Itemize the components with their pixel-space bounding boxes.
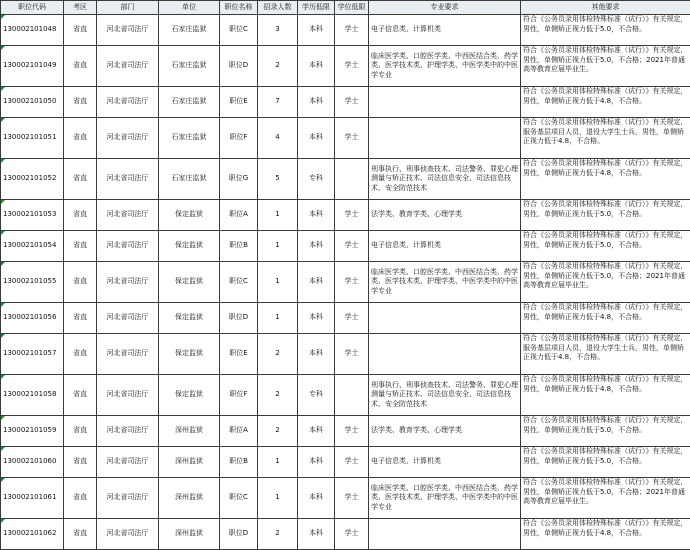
cell-major[interactable]: 刑事执行、刑事侦查技术、司法警务、罪犯心理测量与矫正技术、司法信息安全、司法信息技术、安全防范技术: [369, 159, 521, 200]
table-row: [1, 231, 690, 262]
cell-degree[interactable]: 学士: [335, 200, 369, 231]
cell-position[interactable]: 职位E: [220, 334, 258, 375]
cell-count[interactable]: 2: [258, 46, 298, 87]
cell-position[interactable]: 职位E: [220, 87, 258, 118]
cell-degree[interactable]: 学士: [335, 118, 369, 159]
cell-count[interactable]: 3: [258, 15, 298, 46]
cell-dept[interactable]: 河北省司法厅: [97, 478, 159, 519]
table-row: [1, 46, 690, 87]
cell-position[interactable]: 职位F: [220, 375, 258, 416]
cell-other-text: 符合《公务员录用体检特殊标准（试行）》有关规定，男性，单侧矫正视力低于5.0，不合格。: [523, 447, 688, 466]
cell-dept[interactable]: 河北省司法厅: [97, 118, 159, 159]
cell-edu[interactable]: 专科: [298, 159, 335, 200]
cell-major[interactable]: [369, 334, 521, 375]
cell-dept[interactable]: 河北省司法厅: [97, 200, 159, 231]
cell-count[interactable]: 1: [258, 303, 298, 334]
cell-region[interactable]: 省直: [64, 447, 97, 478]
cell-unit[interactable]: 保定监狱: [159, 262, 220, 303]
cell-other-text: 符合《公务员录用体检特殊标准（试行）》有关规定，服务基层项目人员，退役大学生士兵，男性，单侧矫正视力低于4.8，不合格。: [523, 118, 688, 147]
table-row: [1, 200, 690, 231]
cell-other[interactable]: [521, 15, 690, 46]
cell-major[interactable]: 法学类、教育学类、心理学类: [369, 200, 521, 231]
cell-major[interactable]: [369, 519, 521, 550]
cell-region[interactable]: 省直: [64, 519, 97, 550]
cell-count[interactable]: 2: [258, 375, 298, 416]
cell-major[interactable]: 法学类、教育学类、心理学类: [369, 416, 521, 447]
cell-edu[interactable]: 本科: [298, 519, 335, 550]
cell-dept[interactable]: 河北省司法厅: [97, 375, 159, 416]
cell-unit[interactable]: 深州监狱: [159, 447, 220, 478]
cell-unit[interactable]: 石家庄监狱: [159, 118, 220, 159]
cell-other[interactable]: [521, 478, 690, 519]
cell-count[interactable]: 1: [258, 231, 298, 262]
cell-id[interactable]: 130002101049: [1, 46, 64, 87]
cell-other-text: 符合《公务员录用体检特殊标准（试行）》有关规定，男性，单侧矫正视力低于5.0，不合格；2021年普通高等教育应届毕业生。: [523, 262, 688, 291]
cell-other[interactable]: [521, 159, 690, 200]
cell-count[interactable]: 1: [258, 447, 298, 478]
cell-other[interactable]: [521, 231, 690, 262]
header-unit[interactable]: 单位: [159, 1, 220, 15]
cell-id[interactable]: 130002101048: [1, 15, 64, 46]
header-position[interactable]: 职位名称: [220, 1, 258, 15]
cell-edu[interactable]: 本科: [298, 262, 335, 303]
cell-edu[interactable]: 本科: [298, 231, 335, 262]
cell-id[interactable]: 130002101051: [1, 118, 64, 159]
cell-region[interactable]: 省直: [64, 478, 97, 519]
cell-edu[interactable]: 本科: [298, 46, 335, 87]
cell-edu[interactable]: 本科: [298, 478, 335, 519]
cell-position[interactable]: 职位A: [220, 200, 258, 231]
table-row: [1, 375, 690, 416]
cell-count[interactable]: 2: [258, 416, 298, 447]
cell-major[interactable]: [369, 87, 521, 118]
header-dept[interactable]: 部门: [97, 1, 159, 15]
cell-degree[interactable]: 学士: [335, 262, 369, 303]
cell-dept[interactable]: 河北省司法厅: [97, 519, 159, 550]
cell-position[interactable]: 职位C: [220, 478, 258, 519]
cell-id[interactable]: 130002101054: [1, 231, 64, 262]
cell-region[interactable]: 省直: [64, 159, 97, 200]
cell-position[interactable]: 职位F: [220, 118, 258, 159]
cell-count[interactable]: 1: [258, 200, 298, 231]
cell-region[interactable]: 省直: [64, 200, 97, 231]
cell-position[interactable]: 职位D: [220, 46, 258, 87]
header-degree[interactable]: 学位低限: [335, 1, 369, 15]
cell-other-text: 符合《公务员录用体检特殊标准（试行）》有关规定，男性，单侧矫正视力低于4.8，不合格。: [523, 303, 688, 322]
cell-other-text: 符合《公务员录用体检特殊标准（试行）》有关规定，男性，单侧矫正视力低于4.8，不合格。: [523, 519, 688, 538]
table-row: [1, 87, 690, 118]
cell-dept[interactable]: 河北省司法厅: [97, 15, 159, 46]
cell-degree[interactable]: 学士: [335, 303, 369, 334]
cell-region[interactable]: 省直: [64, 303, 97, 334]
cell-position[interactable]: 职位C: [220, 262, 258, 303]
cell-other-text: 符合《公务员录用体检特殊标准（试行）》有关规定，男性，单侧矫正视力低于5.0，不合格。: [523, 15, 688, 34]
cell-edu[interactable]: 本科: [298, 303, 335, 334]
cell-unit[interactable]: 石家庄监狱: [159, 46, 220, 87]
table-row: [1, 303, 690, 334]
cell-unit[interactable]: 深州监狱: [159, 478, 220, 519]
cell-major[interactable]: 临床医学类、口腔医学类、中西医结合类、药学类、医学技术类、护理学类、中医学类中的中医学专业: [369, 262, 521, 303]
cell-id[interactable]: 130002101050: [1, 87, 64, 118]
table-row: [1, 447, 690, 478]
table-row: [1, 159, 690, 200]
cell-degree[interactable]: 学士: [335, 46, 369, 87]
cell-count[interactable]: 4: [258, 118, 298, 159]
cell-id[interactable]: 130002101060: [1, 447, 64, 478]
cell-id[interactable]: 130002101052: [1, 159, 64, 200]
cell-id[interactable]: 130002101062: [1, 519, 64, 550]
cell-other[interactable]: [521, 87, 690, 118]
cell-unit[interactable]: 深州监狱: [159, 519, 220, 550]
cell-degree[interactable]: 学士: [335, 447, 369, 478]
cell-other[interactable]: [521, 303, 690, 334]
cell-other[interactable]: [521, 416, 690, 447]
header-row: [1, 1, 690, 15]
cell-id[interactable]: 130002101055: [1, 262, 64, 303]
cell-degree[interactable]: 学士: [335, 334, 369, 375]
cell-unit[interactable]: 石家庄监狱: [159, 15, 220, 46]
cell-other[interactable]: [521, 375, 690, 416]
cell-unit[interactable]: 保定监狱: [159, 303, 220, 334]
cell-degree[interactable]: [335, 375, 369, 416]
cell-dept[interactable]: 河北省司法厅: [97, 46, 159, 87]
cell-dept[interactable]: 河北省司法厅: [97, 231, 159, 262]
cell-position[interactable]: 职位G: [220, 159, 258, 200]
cell-degree[interactable]: 学士: [335, 87, 369, 118]
cell-count[interactable]: 1: [258, 478, 298, 519]
cell-major[interactable]: 电子信息类、计算机类: [369, 231, 521, 262]
cell-major[interactable]: 电子信息类、计算机类: [369, 15, 521, 46]
cell-edu[interactable]: 本科: [298, 416, 335, 447]
cell-region[interactable]: 省直: [64, 375, 97, 416]
cell-id[interactable]: 130002101053: [1, 200, 64, 231]
cell-major[interactable]: 临床医学类、口腔医学类、中西医结合类、药学类、医学技术类、护理学类、中医学类中的中医学专业: [369, 46, 521, 87]
cell-major[interactable]: 电子信息类、计算机类: [369, 447, 521, 478]
cell-id[interactable]: 130002101058: [1, 375, 64, 416]
table-row: [1, 519, 690, 550]
cell-other[interactable]: [521, 200, 690, 231]
cell-edu[interactable]: 本科: [298, 87, 335, 118]
cell-dept[interactable]: 河北省司法厅: [97, 159, 159, 200]
cell-count[interactable]: 2: [258, 519, 298, 550]
cell-edu[interactable]: 本科: [298, 15, 335, 46]
cell-degree[interactable]: 学士: [335, 519, 369, 550]
cell-unit[interactable]: 保定监狱: [159, 231, 220, 262]
cell-edu[interactable]: 本科: [298, 334, 335, 375]
cell-other-text: 符合《公务员录用体检特殊标准（试行）》有关规定，男性，单侧矫正视力低于4.8，不合格。: [523, 87, 688, 106]
cell-other-text: 符合《公务员录用体检特殊标准（试行）》有关规定，男性，单侧矫正视力低于4.8，不合格。: [523, 159, 688, 178]
cell-other-text: 符合《公务员录用体检特殊标准（试行）》有关规定，男性，单侧矫正视力低于4.8，不合格。: [523, 375, 688, 394]
cell-dept[interactable]: 河北省司法厅: [97, 87, 159, 118]
table-row: [1, 334, 690, 375]
cell-region[interactable]: 省直: [64, 334, 97, 375]
cell-dept[interactable]: 河北省司法厅: [97, 262, 159, 303]
cell-id[interactable]: 130002101061: [1, 478, 64, 519]
cell-id[interactable]: 130002101057: [1, 334, 64, 375]
table-row: [1, 118, 690, 159]
header-region[interactable]: 考区: [64, 1, 97, 15]
cell-degree[interactable]: 学士: [335, 231, 369, 262]
cell-major[interactable]: 刑事执行、刑事侦查技术、司法警务、罪犯心理测量与矫正技术、司法信息安全、司法信息技术、安全防范技术: [369, 375, 521, 416]
cell-region[interactable]: 省直: [64, 262, 97, 303]
cell-dept[interactable]: 河北省司法厅: [97, 303, 159, 334]
cell-major[interactable]: 临床医学类、口腔医学类、中西医结合类、药学类、医学技术类、护理学类、中医学类中的中医学专业: [369, 478, 521, 519]
table-row: [1, 478, 690, 519]
cell-count[interactable]: 7: [258, 87, 298, 118]
cell-position[interactable]: 职位D: [220, 303, 258, 334]
header-other[interactable]: 其他要求: [521, 1, 690, 15]
cell-position[interactable]: 职位B: [220, 447, 258, 478]
header-id[interactable]: 职位代码: [1, 1, 64, 15]
cell-dept[interactable]: 河北省司法厅: [97, 416, 159, 447]
cell-degree[interactable]: 学士: [335, 416, 369, 447]
cell-edu[interactable]: 本科: [298, 118, 335, 159]
header-count[interactable]: 招录人数: [258, 1, 298, 15]
cell-other[interactable]: [521, 447, 690, 478]
cell-id[interactable]: 130002101059: [1, 416, 64, 447]
cell-other[interactable]: [521, 118, 690, 159]
cell-other-text: 符合《公务员录用体检特殊标准（试行）》有关规定，男性，单侧矫正视力低于5.0，不合格。: [523, 231, 688, 250]
cell-count[interactable]: 5: [258, 159, 298, 200]
cell-unit[interactable]: 石家庄监狱: [159, 87, 220, 118]
cell-degree[interactable]: [335, 159, 369, 200]
cell-edu[interactable]: 本科: [298, 447, 335, 478]
cell-region[interactable]: 省直: [64, 231, 97, 262]
cell-region[interactable]: 省直: [64, 15, 97, 46]
table-row: [1, 416, 690, 447]
cell-degree[interactable]: 学士: [335, 478, 369, 519]
cell-position[interactable]: 职位C: [220, 15, 258, 46]
cell-other[interactable]: [521, 262, 690, 303]
cell-edu[interactable]: 专科: [298, 375, 335, 416]
header-edu[interactable]: 学历低限: [298, 1, 335, 15]
cell-other-text: 符合《公务员录用体检特殊标准（试行）》有关规定，男性，单侧矫正视力低于5.0，不合格；2021年普通高等教育应届毕业生。: [523, 478, 688, 507]
cell-count[interactable]: 1: [258, 262, 298, 303]
cell-position[interactable]: 职位B: [220, 231, 258, 262]
cell-other[interactable]: [521, 519, 690, 550]
cell-other-text: 符合《公务员录用体检特殊标准（试行）》有关规定，男性，单侧矫正视力低于5.0，不合格；2021年普通高等教育应届毕业生。: [523, 46, 688, 75]
cell-other[interactable]: [521, 334, 690, 375]
cell-region[interactable]: 省直: [64, 46, 97, 87]
cell-dept[interactable]: 河北省司法厅: [97, 447, 159, 478]
cell-region[interactable]: 省直: [64, 118, 97, 159]
cell-other-text: 符合《公务员录用体检特殊标准（试行）》有关规定，服务基层项目人员，退役大学生士兵，男性，单侧矫正视力低于4.8，不合格。: [523, 334, 688, 363]
cell-region[interactable]: 省直: [64, 416, 97, 447]
header-major[interactable]: 专业要求: [369, 1, 521, 15]
cell-unit[interactable]: 保定监狱: [159, 334, 220, 375]
cell-major[interactable]: [369, 303, 521, 334]
cell-other-text: 符合《公务员录用体检特殊标准（试行）》有关规定，男性，单侧矫正视力低于5.0，不合格。: [523, 200, 688, 219]
cell-unit[interactable]: 深州监狱: [159, 416, 220, 447]
cell-position[interactable]: 职位A: [220, 416, 258, 447]
table-row: [1, 15, 690, 46]
cell-unit[interactable]: 石家庄监狱: [159, 159, 220, 200]
cell-degree[interactable]: 学士: [335, 15, 369, 46]
table-row: [1, 262, 690, 303]
cell-dept[interactable]: 河北省司法厅: [97, 334, 159, 375]
cell-other[interactable]: [521, 46, 690, 87]
cell-major[interactable]: [369, 118, 521, 159]
cell-id[interactable]: 130002101056: [1, 303, 64, 334]
cell-edu[interactable]: 本科: [298, 200, 335, 231]
cell-unit[interactable]: 保定监狱: [159, 200, 220, 231]
cell-other-text: 符合《公务员录用体检特殊标准（试行）》有关规定，男性，单侧矫正视力低于5.0，不合格。: [523, 416, 688, 435]
cell-position[interactable]: 职位D: [220, 519, 258, 550]
cell-region[interactable]: 省直: [64, 87, 97, 118]
cell-unit[interactable]: 保定监狱: [159, 375, 220, 416]
cell-count[interactable]: 2: [258, 334, 298, 375]
